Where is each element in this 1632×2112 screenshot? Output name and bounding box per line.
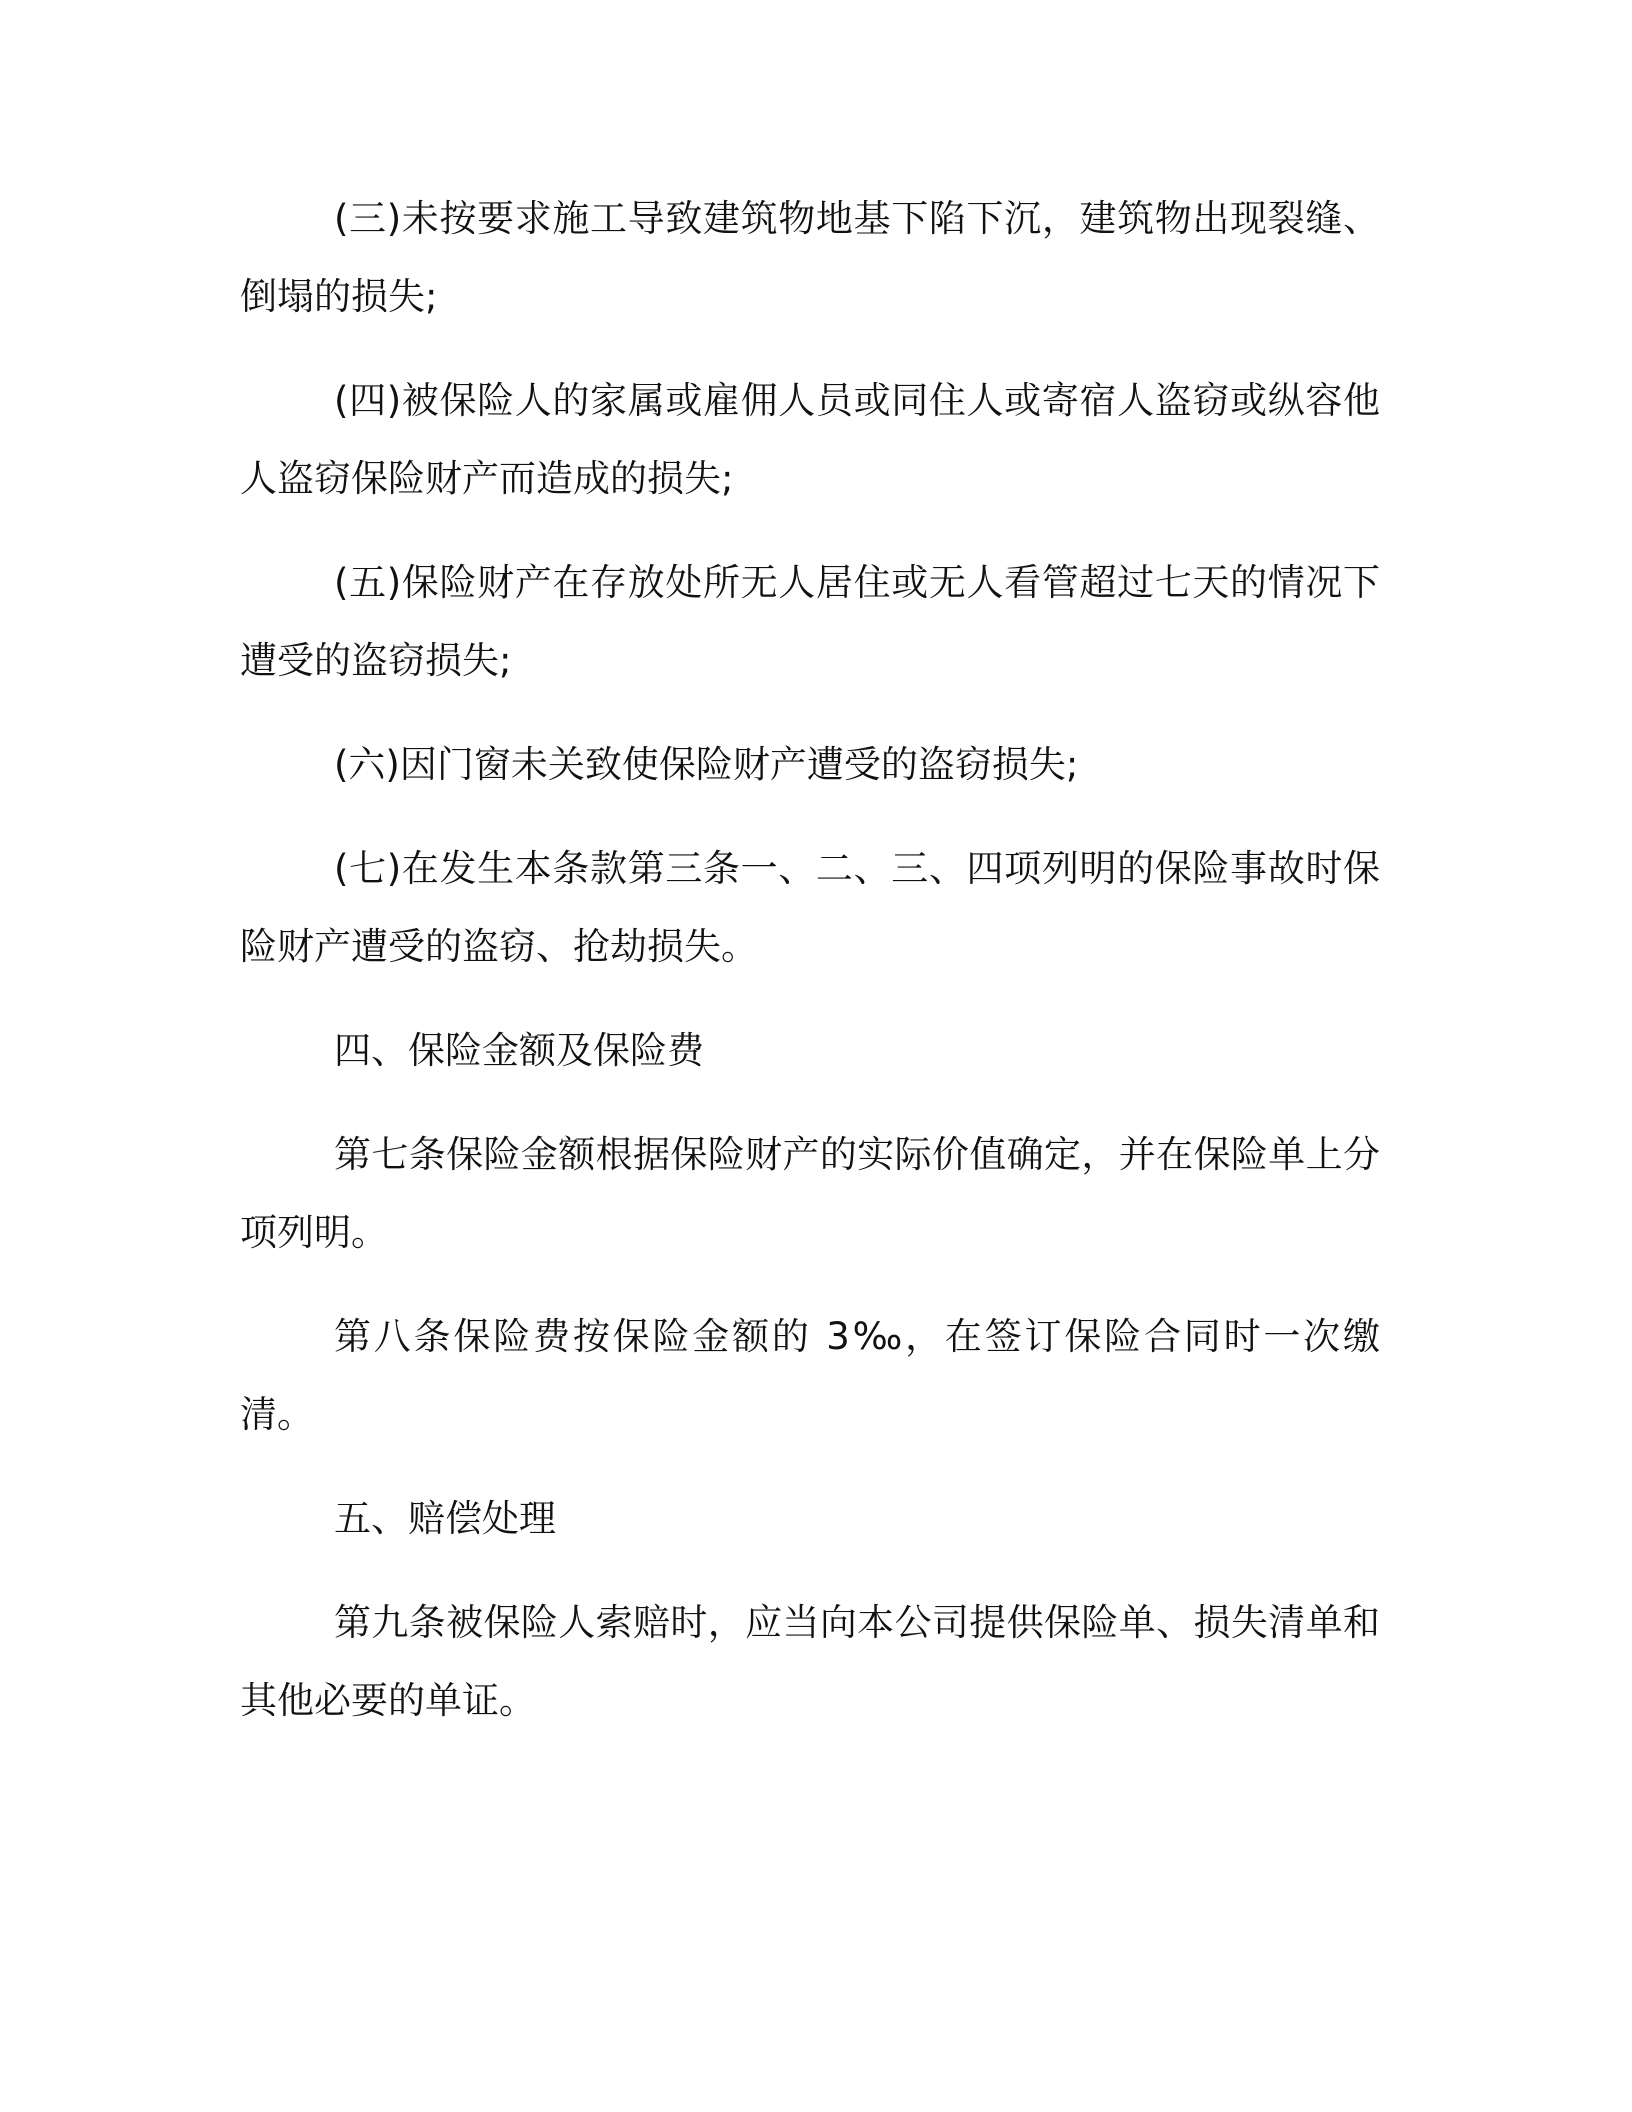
clause-item-7: (七)在发生本条款第三条一、二、三、四项列明的保险事故时保险财产遭受的盗窃、抢劫损失。	[240, 847, 1380, 968]
clause-item-6: (六)因门窗未关致使保险财产遭受的盗窃损失;	[334, 743, 1079, 786]
clause-item-5: (五)保险财产在存放处所无人居住或无人看管超过七天的情况下遭受的盗窃损失;	[240, 561, 1380, 682]
article-9: 第九条被保险人索赔时，应当向本公司提供保险单、损失清单和其他必要的单证。	[240, 1601, 1380, 1722]
clause-item-3: (三)未按要求施工导致建筑物地基下陷下沉，建筑物出现裂缝、倒塌的损失;	[240, 197, 1380, 318]
clause-item-4: (四)被保险人的家属或雇佣人员或同住人或寄宿人盗窃或纵容他人盗窃保险财产而造成的损失;	[240, 379, 1380, 500]
article-7: 第七条保险金额根据保险财产的实际价值确定，并在保险单上分项列明。	[240, 1133, 1380, 1254]
section-heading-insured-amount: 四、保险金额及保险费	[334, 1029, 704, 1072]
document-body	[240, 180, 1380, 1766]
article-8: 第八条保险费按保险金额的 3‰，在签订保险合同时一次缴清。	[240, 1315, 1380, 1436]
section-heading-claims: 五、赔偿处理	[334, 1497, 556, 1540]
